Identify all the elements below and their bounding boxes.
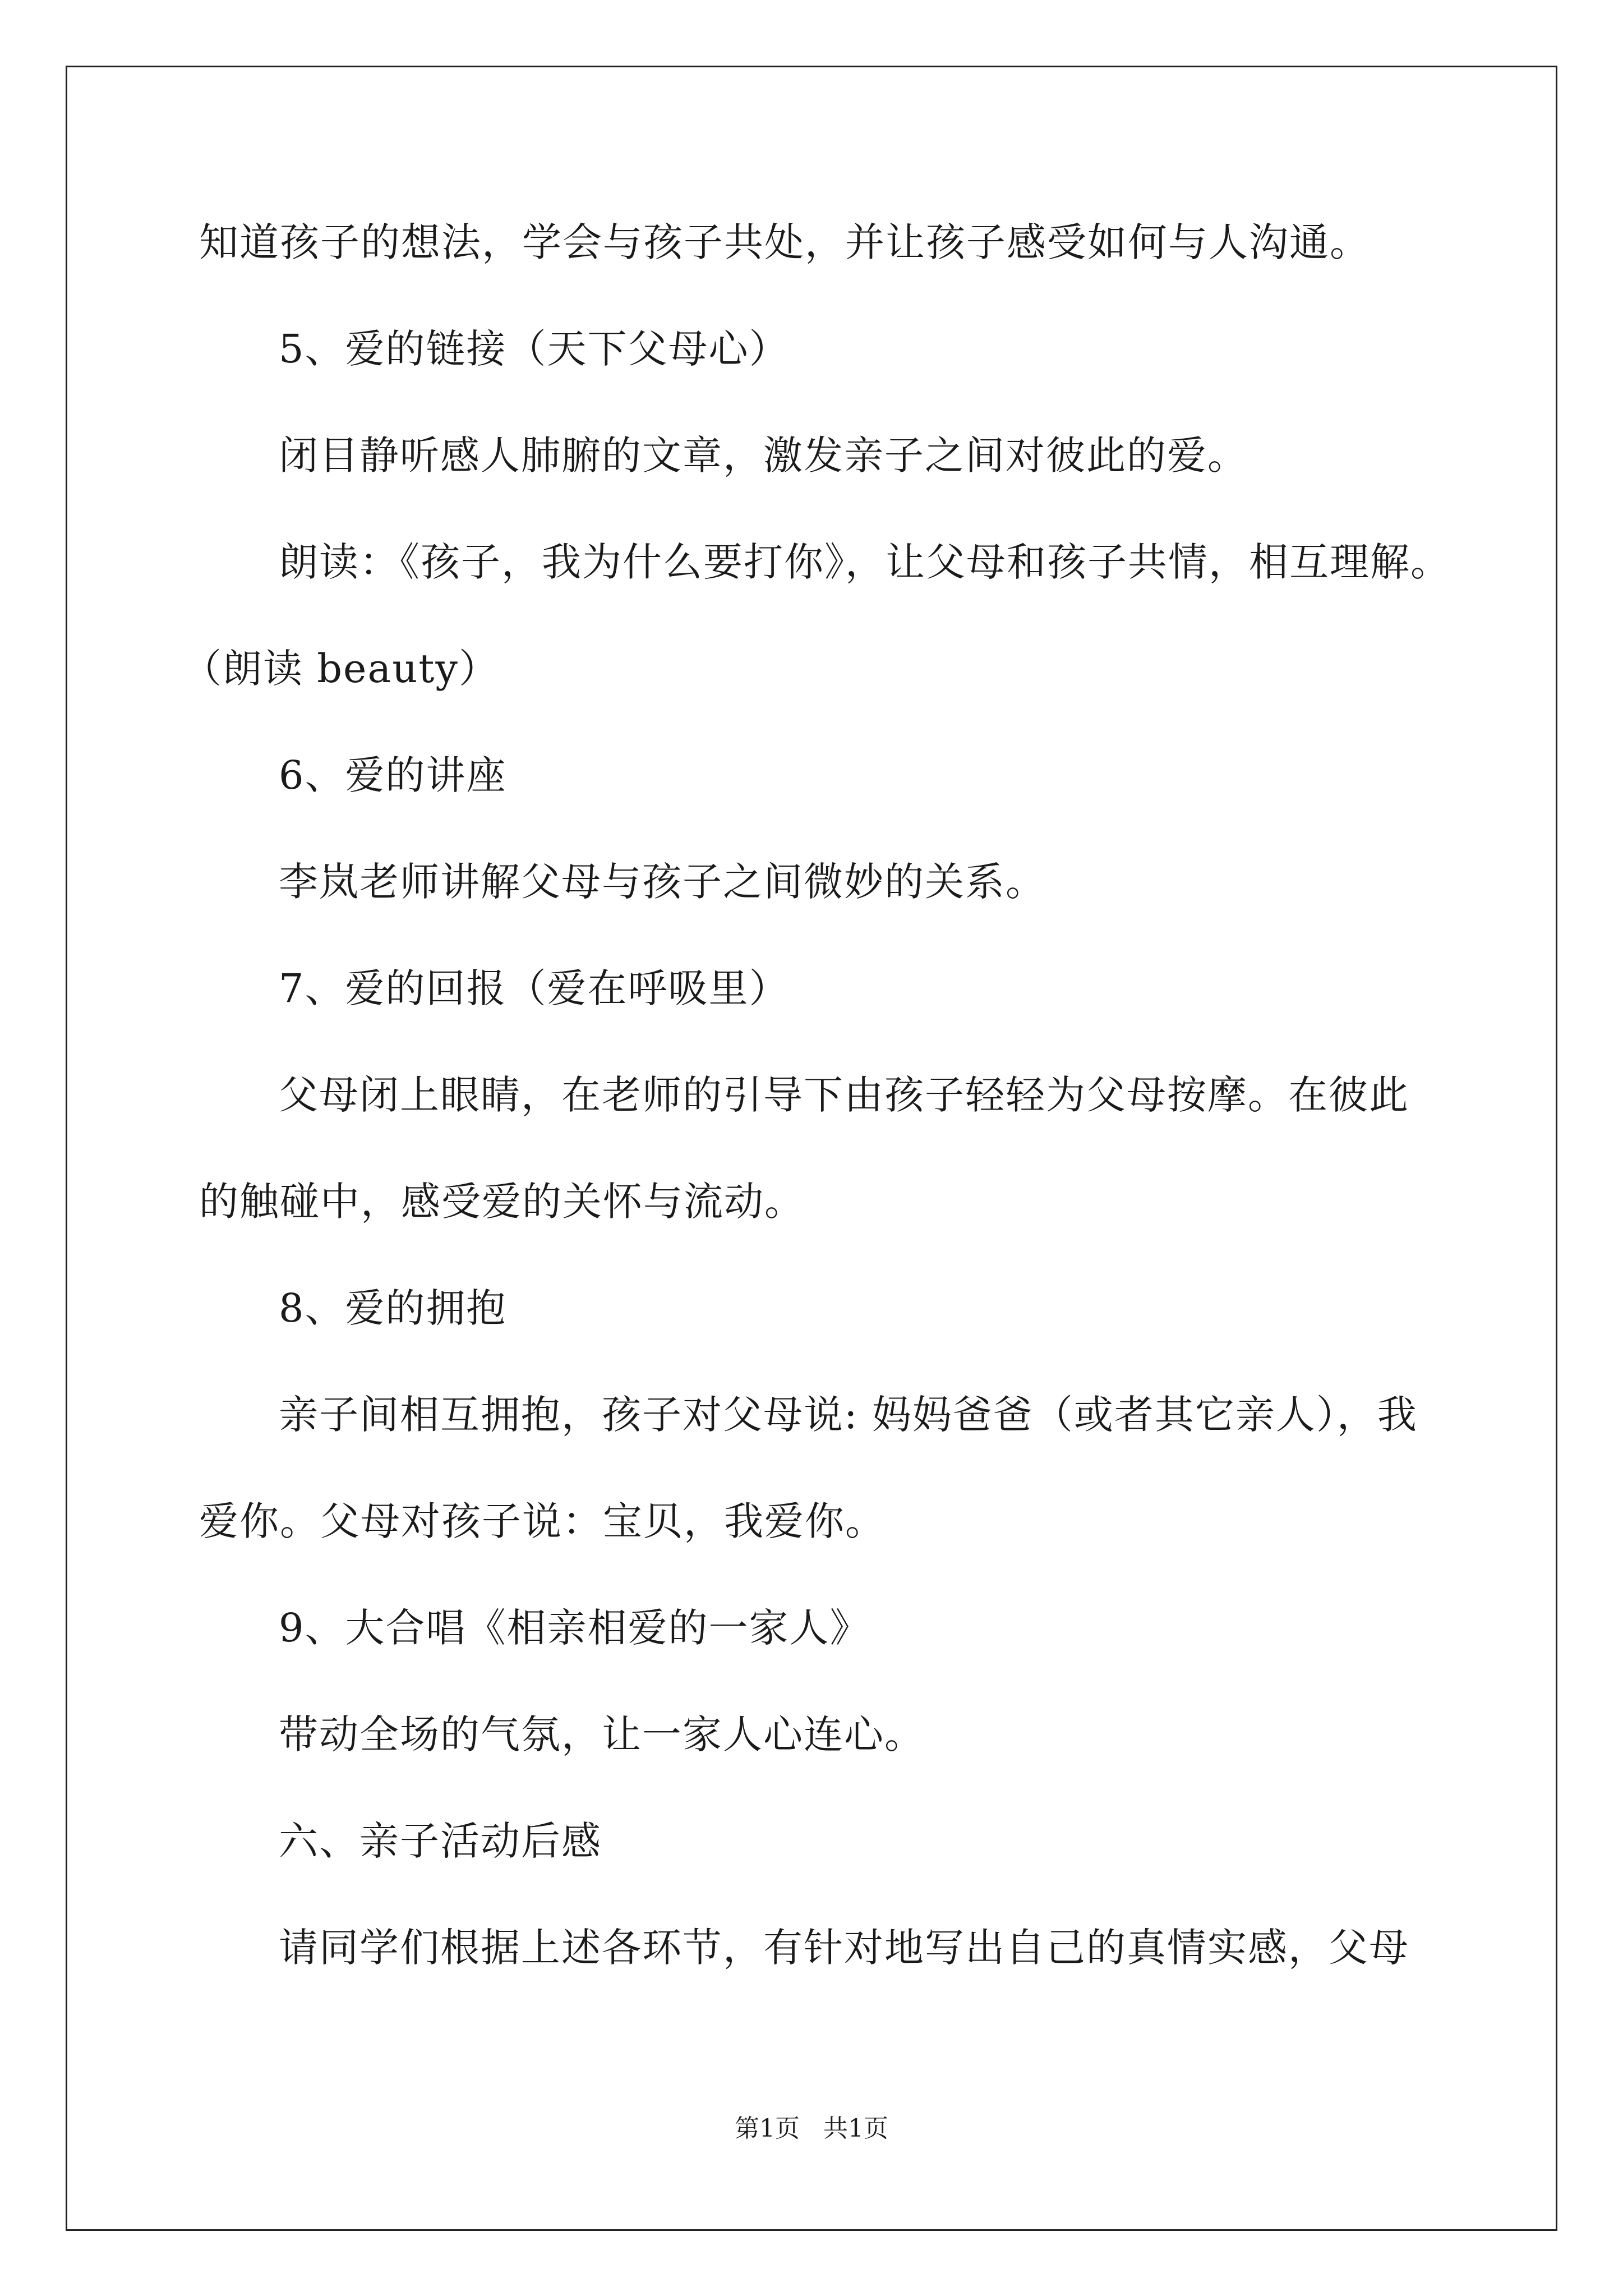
section-heading-9: 9、大合唱《相亲相爱的一家人》 <box>279 1605 870 1651</box>
section-heading-six: 六、亲子活动后感 <box>279 1818 602 1864</box>
page-border <box>66 66 1557 2231</box>
paragraph-line-5: （朗读 beauty） <box>182 646 499 692</box>
section-heading-6: 6、爱的讲座 <box>279 752 507 798</box>
paragraph-line-17: 请同学们根据上述各环节，有针对地写出自己的真情实感，父母 <box>279 1925 1409 1971</box>
paragraph-line-1: 知道孩子的想法，学会与孩子共处，并让孩子感受如何与人沟通。 <box>199 219 1370 265</box>
section-heading-7: 7、爱的回报（爱在呼吸里） <box>279 965 790 1011</box>
paragraph-line-13: 爱你。父母对孩子说：宝贝，我爱你。 <box>199 1498 886 1544</box>
page-footer: 第1页 共1页 <box>735 2114 888 2143</box>
paragraph-line-15: 带动全场的气氛，让一家人心连心。 <box>279 1711 925 1757</box>
paragraph-line-3: 闭目静听感人肺腑的文章，激发亲子之间对彼此的爱。 <box>279 432 1248 478</box>
section-heading-5: 5、爱的链接（天下父母心） <box>279 326 790 372</box>
paragraph-line-7: 李岚老师讲解父母与孩子之间微妙的关系。 <box>279 859 1046 905</box>
paragraph-line-12: 亲子间相互拥抱，孩子对父母说: 妈妈爸爸（或者其它亲人），我 <box>279 1392 1418 1438</box>
paragraph-line-9: 父母闭上眼睛，在老师的引导下由孩子轻轻为父母按摩。在彼此 <box>279 1072 1409 1118</box>
section-heading-8: 8、爱的拥抱 <box>279 1285 507 1331</box>
paragraph-line-4: 朗读：《孩子，我为什么要打你》，让父母和孩子共情，相互理解。 <box>279 539 1451 585</box>
paragraph-line-10: 的触碰中，感受爱的关怀与流动。 <box>199 1179 805 1225</box>
